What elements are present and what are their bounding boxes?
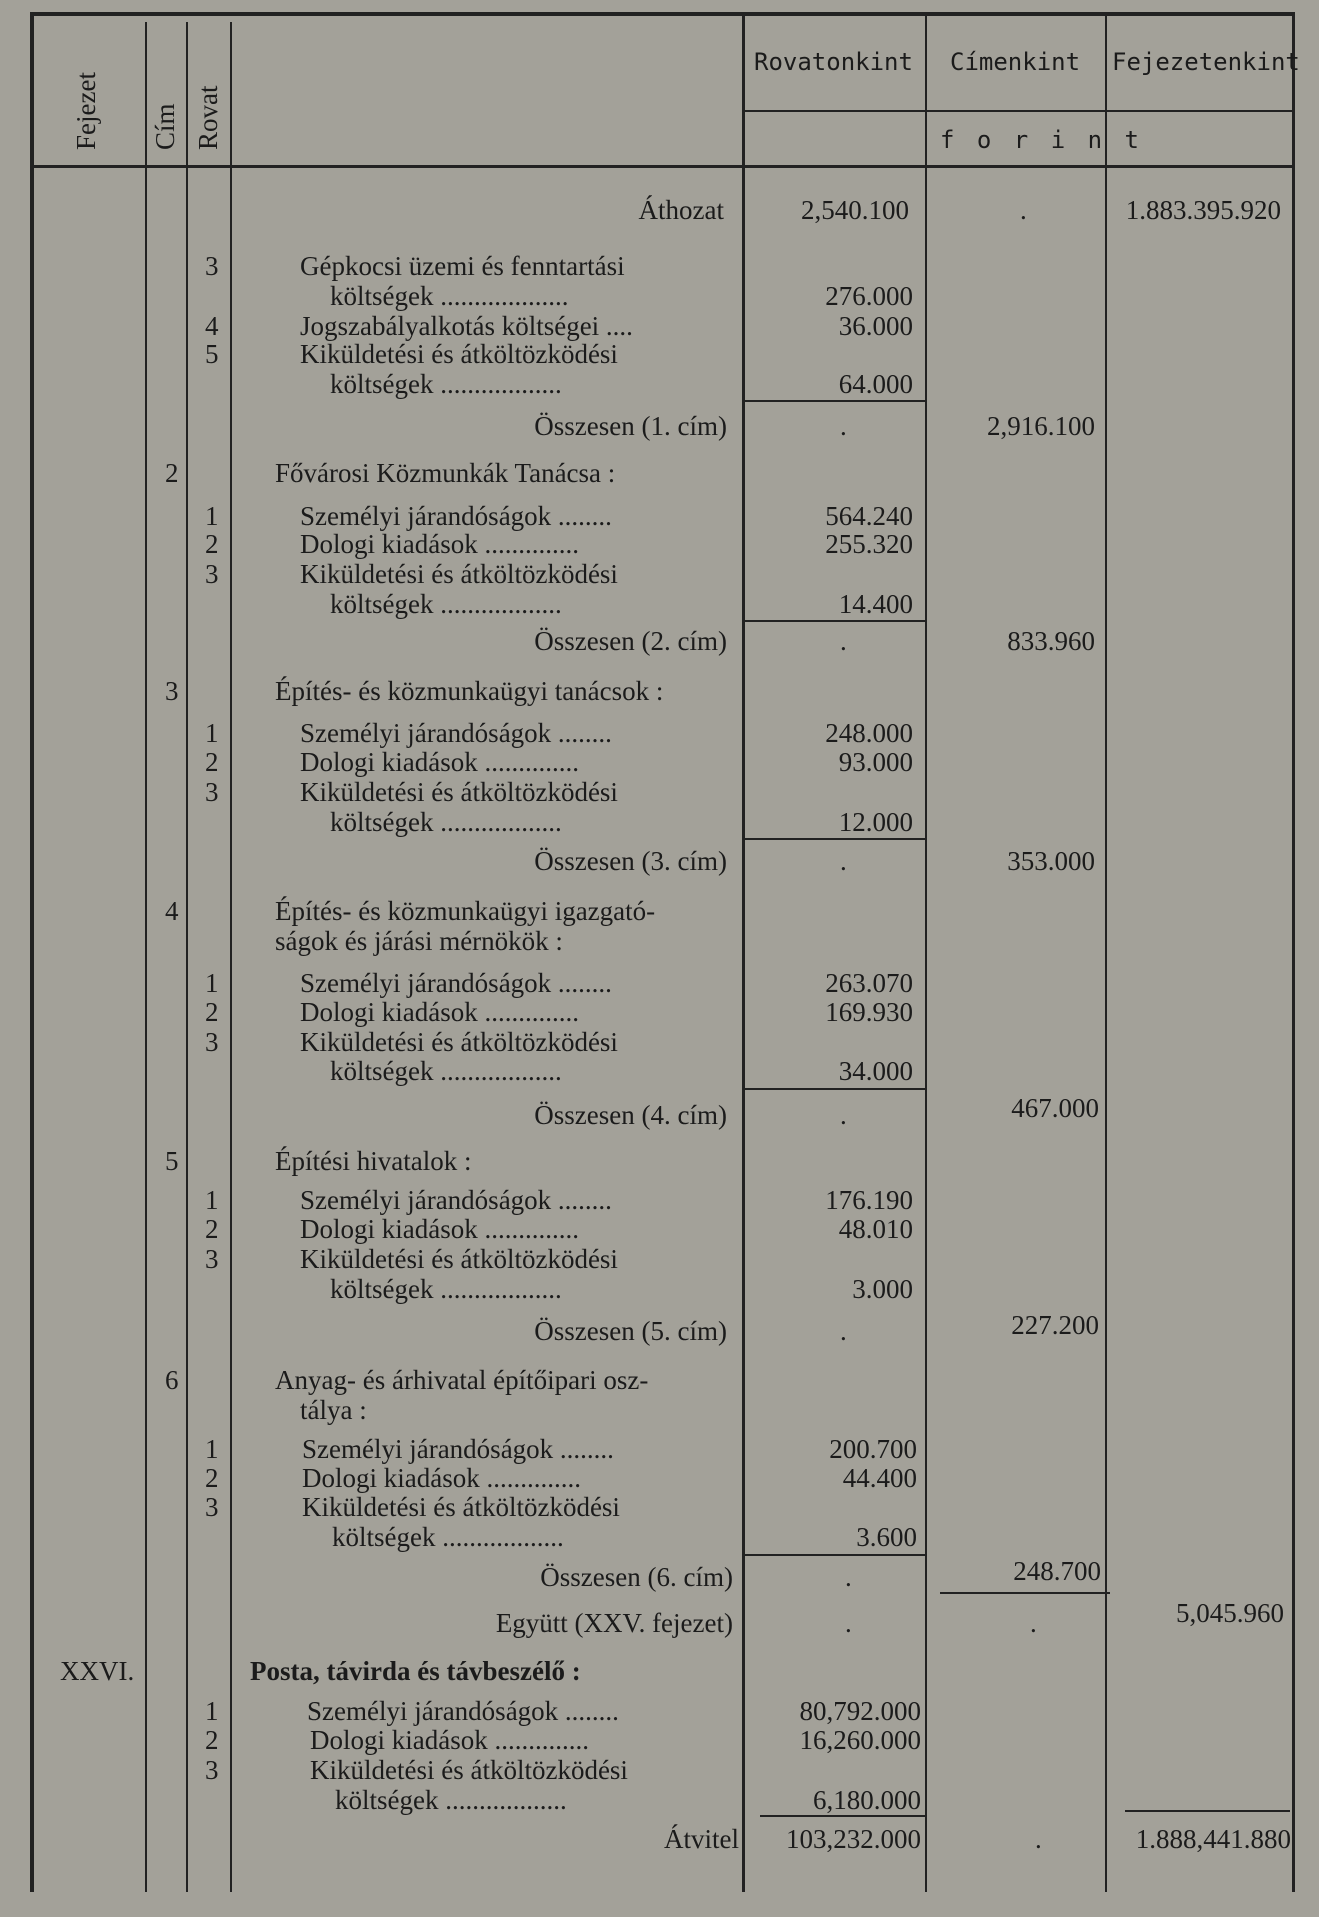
item-label: Dologi kiadások .............. xyxy=(302,1463,581,1493)
carry-out-fejezetenkint: 1.888,441.880 xyxy=(1135,1824,1291,1854)
cim-label-cont: ságok és járási mérnökök : xyxy=(275,926,563,956)
sum-rovatonkint: . xyxy=(840,626,847,656)
carry-in-fejezetenkint: 1.883.395.920 xyxy=(1125,195,1281,225)
subtotal-rule xyxy=(745,400,925,402)
item-label: Kiküldetési és átköltözködési xyxy=(302,1492,620,1522)
col-sep-rovatonkint xyxy=(925,12,927,1892)
item-rovatonkint: 3.600 xyxy=(856,1522,917,1552)
carry-out-rovatonkint: 103,232.000 xyxy=(786,1824,921,1854)
carry-in-rovatonkint: 2,540.100 xyxy=(801,195,909,225)
left-border xyxy=(30,12,34,1892)
cim-label: Fővárosi Közmunkák Tanácsa : xyxy=(275,458,616,488)
sum-cimenkint: 2,916.100 xyxy=(987,411,1095,441)
cim-total-rule xyxy=(940,1592,1110,1594)
item-rovatonkint: 6,180.000 xyxy=(813,1785,921,1815)
carry-out-label: Átvitel xyxy=(664,1824,739,1854)
header-cim: Cím xyxy=(150,103,180,150)
item-rovatonkint: 255.320 xyxy=(825,529,913,559)
rovat-number: 4 xyxy=(205,311,219,341)
item-label-cont: költségek .................. xyxy=(332,1522,564,1552)
item-label-cont: költségek .................. xyxy=(330,589,562,619)
item-label-cont: költségek .................. xyxy=(330,1274,562,1304)
carry-out-cimenkint: . xyxy=(1035,1824,1042,1854)
item-rovatonkint: 44.400 xyxy=(842,1463,917,1493)
sum-rovatonkint: . xyxy=(840,1316,847,1346)
item-label-cont: költségek ................... xyxy=(330,281,569,311)
carry-in-cimenkint: . xyxy=(1020,195,1027,225)
subtotal-rule xyxy=(745,838,925,840)
sum-label: Összesen (5. cím) xyxy=(534,1316,727,1346)
header-unit-line xyxy=(744,110,1294,112)
rovat-number: 3 xyxy=(205,777,219,807)
header-cimenkint: Címenkint xyxy=(950,48,1081,76)
item-rovatonkint: 176.190 xyxy=(825,1185,913,1215)
cim-label: Építés- és közmunkaügyi igazgató- xyxy=(275,896,656,926)
item-label: Személyi járandóságok ........ xyxy=(300,501,612,531)
sum-cimenkint: 467.000 xyxy=(1011,1093,1099,1123)
item-label: Kiküldetési és átköltözködési xyxy=(300,777,618,807)
sum-label: Összesen (1. cím) xyxy=(534,411,727,441)
item-rovatonkint: 48.010 xyxy=(838,1214,913,1244)
rovat-number: 2 xyxy=(205,529,219,559)
item-rovatonkint: 93.000 xyxy=(838,747,913,777)
col-sep-text xyxy=(742,12,745,1892)
item-label: Dologi kiadások .............. xyxy=(300,529,579,559)
sum-rovatonkint: . xyxy=(845,1562,852,1592)
item-label: Személyi járandóságok ........ xyxy=(300,1185,612,1215)
item-label: Dologi kiadások .............. xyxy=(310,1725,589,1755)
rovat-number: 2 xyxy=(205,747,219,777)
cim-number: 6 xyxy=(165,1365,179,1395)
chapter-sum-rovatonkint: . xyxy=(845,1608,852,1638)
rovat-number: 3 xyxy=(205,1492,219,1522)
item-label: Dologi kiadások .............. xyxy=(300,997,579,1027)
cim-number: 2 xyxy=(165,458,179,488)
rovat-number: 3 xyxy=(205,559,219,589)
item-rovatonkint: 64.000 xyxy=(838,369,913,399)
item-label: Személyi járandóságok ........ xyxy=(300,718,612,748)
fejezet-total-rule xyxy=(1125,1810,1290,1812)
rovat-number: 1 xyxy=(205,718,219,748)
item-label-cont: költségek .................. xyxy=(330,807,562,837)
chapter-sum-fejezetenkint: 5,045.960 xyxy=(1176,1598,1284,1628)
item-label: Kiküldetési és átköltözködési xyxy=(300,339,618,369)
sum-cimenkint: 227.200 xyxy=(1011,1310,1099,1340)
rovat-number: 1 xyxy=(205,968,219,998)
sum-rovatonkint: . xyxy=(840,846,847,876)
item-rovatonkint: 36.000 xyxy=(838,311,913,341)
sum-label: Összesen (6. cím) xyxy=(540,1562,733,1592)
item-label: Dologi kiadások .............. xyxy=(300,747,579,777)
item-rovatonkint: 263.070 xyxy=(825,968,913,998)
sum-cimenkint: 833.960 xyxy=(1007,626,1095,656)
col-sep-fejezet xyxy=(145,22,147,1892)
cim-number: 3 xyxy=(165,676,179,706)
cim-number: 5 xyxy=(165,1146,179,1176)
item-label-cont: költségek .................. xyxy=(330,369,562,399)
item-rovatonkint: 248.000 xyxy=(825,718,913,748)
cim-label: Anyag- és árhivatal építőipari osz- xyxy=(275,1365,649,1395)
rovat-number: 2 xyxy=(205,1214,219,1244)
item-rovatonkint: 564.240 xyxy=(825,501,913,531)
rovat-number: 3 xyxy=(205,1027,219,1057)
sum-label: Összesen (3. cím) xyxy=(534,846,727,876)
rovat-number: 3 xyxy=(205,1755,219,1785)
carry-in-label: Áthozat xyxy=(638,195,724,225)
item-label: Személyi járandóságok ........ xyxy=(300,968,612,998)
col-sep-rovat xyxy=(230,22,232,1892)
rovat-number: 2 xyxy=(205,997,219,1027)
rovat-number: 1 xyxy=(205,1696,219,1726)
item-label: Kiküldetési és átköltözködési xyxy=(300,559,618,589)
item-rovatonkint: 276.000 xyxy=(825,281,913,311)
sum-label: Összesen (2. cím) xyxy=(534,626,727,656)
fejezet-number: XXVI. xyxy=(60,1656,135,1686)
rovat-number: 2 xyxy=(205,1463,219,1493)
item-rovatonkint: 169.930 xyxy=(825,997,913,1027)
rovat-number: 2 xyxy=(205,1725,219,1755)
sum-rovatonkint: . xyxy=(840,1100,847,1130)
chapter-sum-label: Együtt (XXV. fejezet) xyxy=(495,1608,733,1638)
item-label-cont: költségek .................. xyxy=(330,1056,562,1086)
rovat-number: 3 xyxy=(205,251,219,281)
col-sep-cim xyxy=(186,22,188,1892)
item-label: Kiküldetési és átköltözködési xyxy=(310,1755,628,1785)
right-border xyxy=(1292,12,1295,1892)
item-rovatonkint: 3.000 xyxy=(852,1274,913,1304)
cim-number: 4 xyxy=(165,896,179,926)
item-label-cont: költségek .................. xyxy=(335,1785,567,1815)
item-rovatonkint: 12.000 xyxy=(838,807,913,837)
rovat-number: 1 xyxy=(205,501,219,531)
subtotal-rule xyxy=(760,1815,925,1817)
rovat-number: 5 xyxy=(205,339,219,369)
item-label: Személyi járandóságok ........ xyxy=(307,1696,619,1726)
subtotal-rule xyxy=(745,1088,925,1090)
sum-cimenkint: 248.700 xyxy=(1013,1556,1101,1586)
header-fejezetenkint: Fejezetenkint xyxy=(1112,48,1300,76)
subtotal-rule xyxy=(745,1554,925,1556)
chapter-sum-cimenkint: . xyxy=(1030,1608,1037,1638)
item-label: Jogszabályalkotás költségei .... xyxy=(300,311,633,341)
item-rovatonkint: 14.400 xyxy=(838,589,913,619)
header-bottom-line xyxy=(34,165,1294,168)
header-rovatonkint: Rovatonkint xyxy=(754,48,913,76)
header-rovat: Rovat xyxy=(193,85,223,150)
item-label: Kiküldetési és átköltözködési xyxy=(300,1244,618,1274)
rovat-number: 3 xyxy=(205,1244,219,1274)
header-unit: f o r i n t xyxy=(940,126,1143,154)
col-sep-cimenkint xyxy=(1105,12,1107,1892)
cim-label-cont: tálya : xyxy=(300,1395,367,1425)
sum-rovatonkint: . xyxy=(840,411,847,441)
item-label: Gépkocsi üzemi és fenntartási xyxy=(300,251,625,281)
item-label: Kiküldetési és átköltözködési xyxy=(300,1027,618,1057)
sum-label: Összesen (4. cím) xyxy=(534,1100,727,1130)
header-fejezet: Fejezet xyxy=(71,72,101,150)
cim-label: Építési hivatalok : xyxy=(275,1146,472,1176)
item-rovatonkint: 80,792.000 xyxy=(799,1696,921,1726)
fejezet-label: Posta, távirda és távbeszélő : xyxy=(250,1656,581,1686)
item-label: Személyi járandóságok ........ xyxy=(302,1434,614,1464)
item-rovatonkint: 34.000 xyxy=(838,1056,913,1086)
item-label: Dologi kiadások .............. xyxy=(300,1214,579,1244)
item-rovatonkint: 16,260.000 xyxy=(799,1725,921,1755)
rovat-number: 1 xyxy=(205,1434,219,1464)
subtotal-rule xyxy=(745,620,925,622)
cim-label: Építés- és közmunkaügyi tanácsok : xyxy=(275,676,664,706)
rovat-number: 1 xyxy=(205,1185,219,1215)
sum-cimenkint: 353.000 xyxy=(1007,846,1095,876)
item-rovatonkint: 200.700 xyxy=(829,1434,917,1464)
